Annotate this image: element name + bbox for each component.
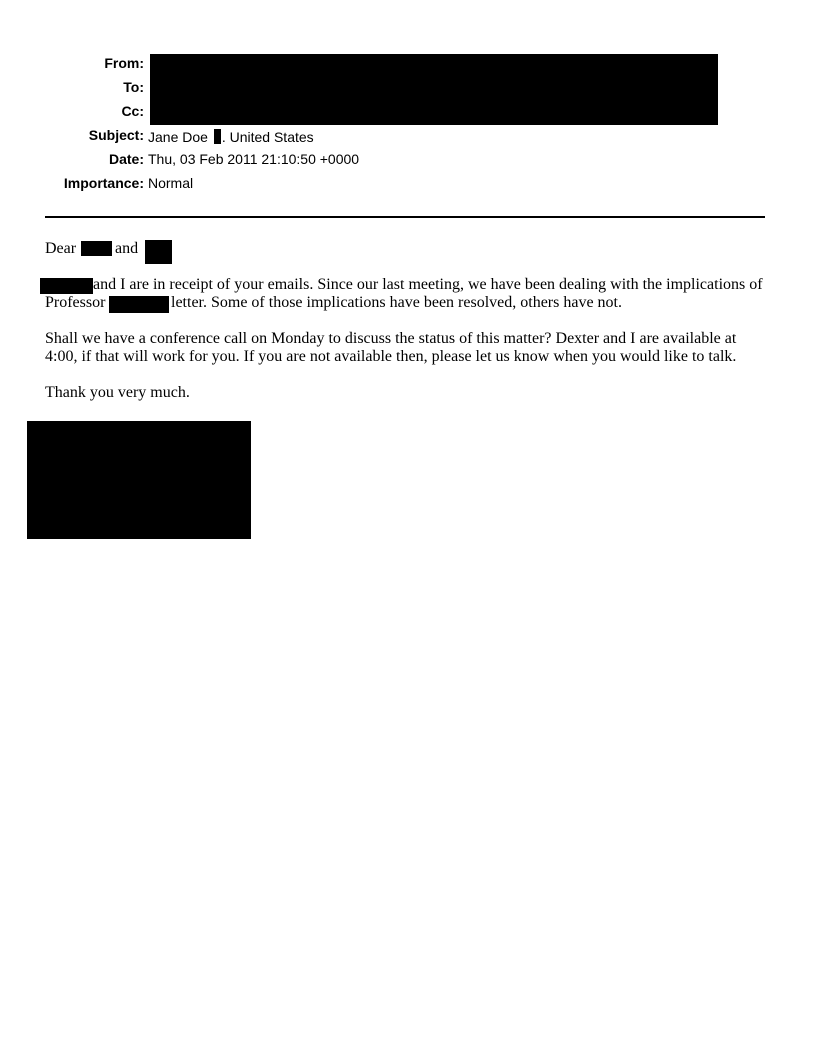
subject-text-post: . United States — [221, 129, 314, 145]
greeting — [45, 240, 76, 258]
importance-label: Importance: — [63, 175, 144, 191]
signature-redaction — [27, 421, 251, 539]
greeting-and: and — [115, 240, 139, 257]
p1-redaction-2 — [109, 296, 169, 313]
p2-line1: Shall we have a conference call on Monday to discuss the status of this matter? Dexter and I are available at — [45, 330, 737, 347]
date-label: Date: — [108, 151, 144, 167]
to-label: To: — [123, 79, 144, 95]
p1-line2-pre: Professor — [45, 294, 106, 311]
closing: Thank you very much. — [45, 384, 190, 401]
greeting-redaction-2 — [145, 240, 172, 264]
date-value: Thu, 03 Feb 2011 21:10:50 +0000 — [148, 151, 360, 167]
greeting-redaction-1 — [81, 241, 112, 256]
p2-line2: 4:00, if that will work for you. If you are not available then, please let us know when you would like to talk. — [45, 348, 737, 365]
header-divider — [45, 216, 765, 218]
p1-redaction-1 — [40, 278, 93, 294]
subject-redaction — [214, 129, 221, 144]
header-redaction — [150, 54, 718, 125]
p1-line2-post: letter. Some of those implications have been resolved, others have not. — [171, 294, 622, 311]
p1-line1: and I are in receipt of your emails. Since our last meeting, we have been dealing with the implications of — [93, 276, 763, 293]
subject-value — [148, 127, 314, 145]
subject-label: Subject: — [88, 127, 144, 143]
from-label: From: — [104, 55, 144, 71]
subject-text-pre: Jane Doe — [148, 129, 208, 145]
importance-value: Normal — [148, 175, 194, 191]
cc-label: Cc: — [121, 103, 144, 119]
greeting-dear: Dear — [45, 240, 77, 257]
